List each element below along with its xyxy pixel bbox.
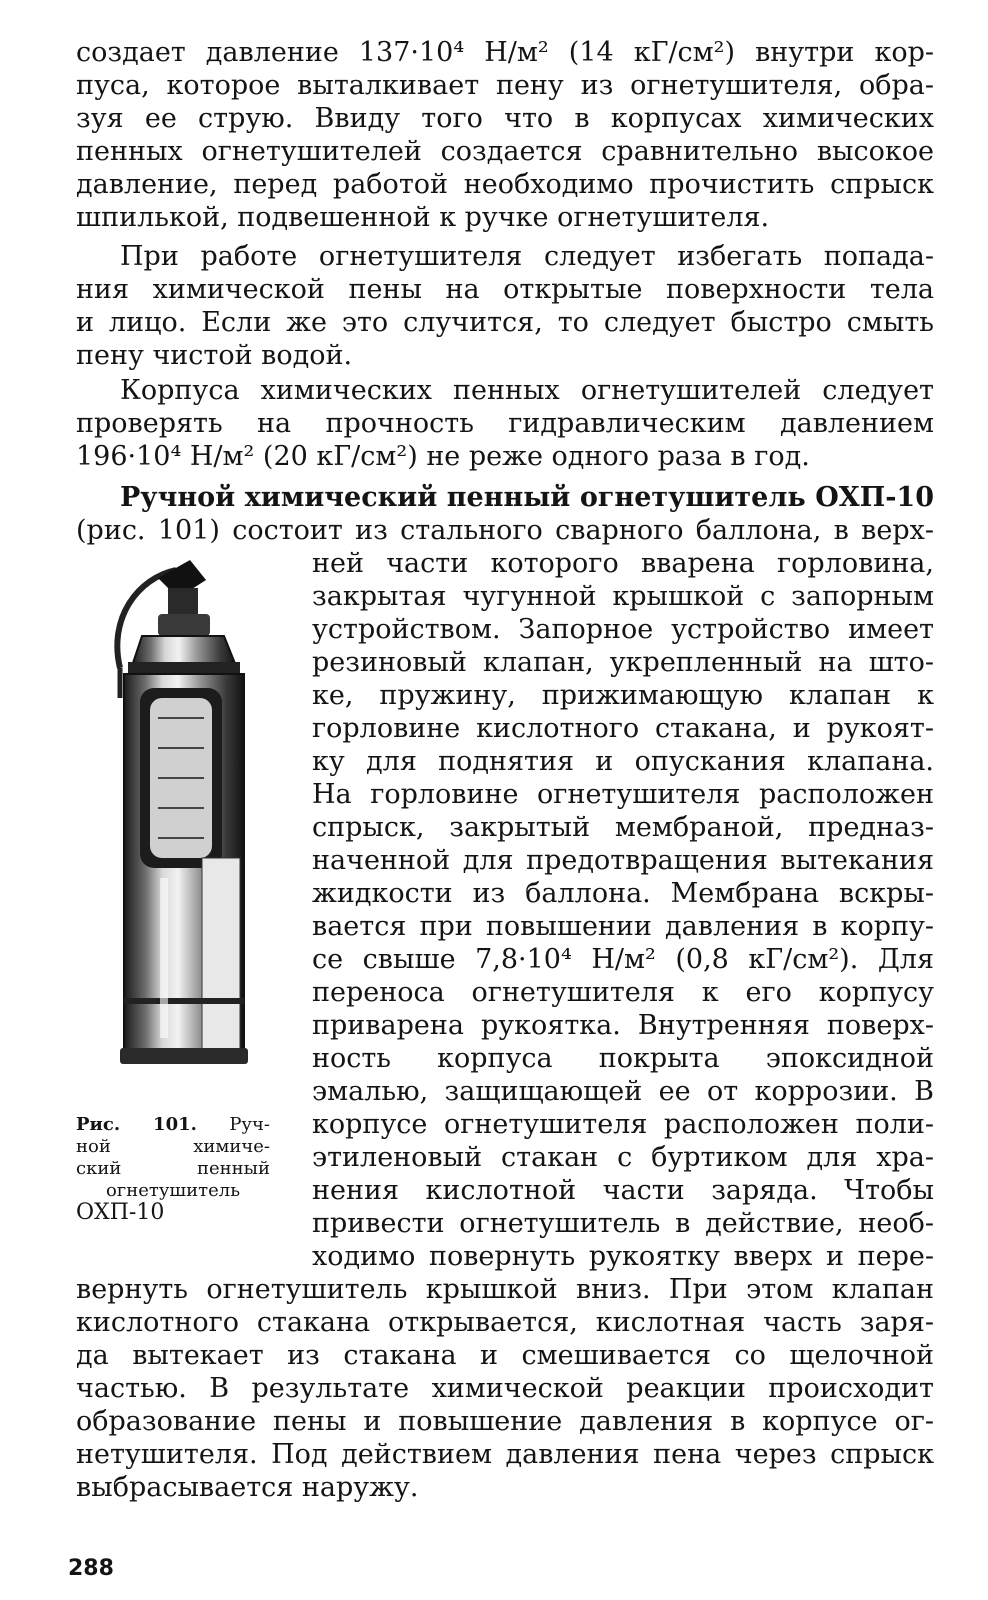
- text-line: устройством. Запорное устройство имеет: [312, 614, 934, 645]
- text-line: При работе огнетушителя следует избегать попада-: [120, 241, 934, 272]
- fire-extinguisher-figure: [98, 558, 268, 1088]
- caption-line-1: [76, 1114, 270, 1136]
- caption-text: Руч-: [229, 1114, 270, 1135]
- text-line: создает давление 137·10⁴ Н/м² (14 кГ/см²) внутри кор-: [76, 37, 934, 68]
- text-line: проверять на прочность гидравлическим давлением: [76, 408, 934, 439]
- text-line: частью. В результате химической реакции происходит: [76, 1373, 934, 1404]
- text-line: се свыше 7,8·10⁴ Н/м² (0,8 кГ/см²). Для: [312, 944, 934, 975]
- caption-line: ной химиче-: [76, 1136, 270, 1157]
- section-heading: [120, 481, 934, 514]
- caption-line: ОХП-10: [76, 1200, 165, 1225]
- text-line: На горловине огнетушителя расположен: [312, 779, 934, 810]
- text-line: горловине кислотного стакана, и рукоят-: [312, 713, 934, 744]
- text-line: пену чистой водой.: [76, 340, 353, 371]
- text-line: ходимо повернуть рукоятку вверх и пере-: [312, 1241, 934, 1272]
- text-line: эмалью, защищающей ее от коррозии. В: [312, 1076, 934, 1107]
- text-line: спрыск, закрытый мембраной, предназ-: [312, 812, 934, 843]
- caption-label: Рис. 101.: [76, 1114, 197, 1135]
- text-line: образование пены и повышение давления в корпусе ог-: [76, 1406, 934, 1437]
- text-line: резиновый клапан, укрепленный на што-: [312, 647, 934, 678]
- text-line: да вытекает из стакана и смешивается со щелочной: [76, 1340, 934, 1371]
- text-line: вернуть огнетушитель крышкой вниз. При этом клапан: [76, 1274, 934, 1305]
- text-line: переноса огнетушителя к его корпусу: [312, 977, 934, 1008]
- text-line: давление, перед работой необходимо прочистить спрыск: [76, 169, 934, 200]
- page-number: 288: [68, 1556, 114, 1581]
- text-line: нетушителя. Под действием давления пена через спрыск: [76, 1439, 934, 1470]
- heading-bold-text: Ручной химический пенный огнетушитель ОХП-10: [120, 482, 934, 513]
- text-line: нения кислотной части заряда. Чтобы: [312, 1175, 934, 1206]
- text-line: шпилькой, подвешенной к ручке огнетушителя.: [76, 202, 770, 233]
- text-line: привести огнетушитель в действие, необ-: [312, 1208, 934, 1239]
- text-line: ке, пружину, прижимающую клапан к: [312, 680, 934, 711]
- text-line: Корпуса химических пенных огнетушителей следует: [120, 375, 934, 406]
- caption-line: огнетушитель: [105, 1180, 241, 1201]
- text-line: 196·10⁴ Н/м² (20 кГ/см²) не реже одного раза в год.: [76, 441, 810, 472]
- text-line: ку для поднятия и опускания клапана.: [312, 746, 934, 777]
- text-line: жидкости из баллона. Мембрана вскры-: [312, 878, 934, 909]
- text-line: (рис. 101) состоит из стального сварного баллона, в верх-: [76, 515, 934, 546]
- figure-caption: [76, 1114, 270, 1224]
- text-line: пенных огнетушителей создается сравнительно высокое: [76, 136, 934, 167]
- text-line: этиленовый стакан с буртиком для хра-: [312, 1142, 934, 1173]
- text-line: пуса, которое выталкивает пену из огнетушителя, обра-: [76, 70, 934, 101]
- text-line: выбрасывается наружу.: [76, 1472, 419, 1503]
- text-line: наченной для предотвращения вытекания: [312, 845, 934, 876]
- text-line: корпусе огнетушителя расположен поли-: [312, 1109, 934, 1140]
- text-line: вается при повышении давления в корпу-: [312, 911, 934, 942]
- text-line: закрытая чугунной крышкой с запорным: [312, 581, 934, 612]
- text-line: ней части которого вварена горловина,: [312, 548, 934, 579]
- text-line: ния химической пены на открытые поверхности тела: [76, 274, 934, 305]
- text-line: ность корпуса покрыта эпоксидной: [312, 1043, 934, 1074]
- text-line: и лицо. Если же это случится, то следует быстро смыть: [76, 307, 934, 338]
- text-line: зуя ее струю. Ввиду того что в корпусах химических: [76, 103, 934, 134]
- text-line: кислотного стакана открывается, кислотная часть заря-: [76, 1307, 934, 1338]
- text-line: приварена рукоятка. Внутренняя поверх-: [312, 1010, 934, 1041]
- caption-line: ский пенный: [76, 1158, 270, 1179]
